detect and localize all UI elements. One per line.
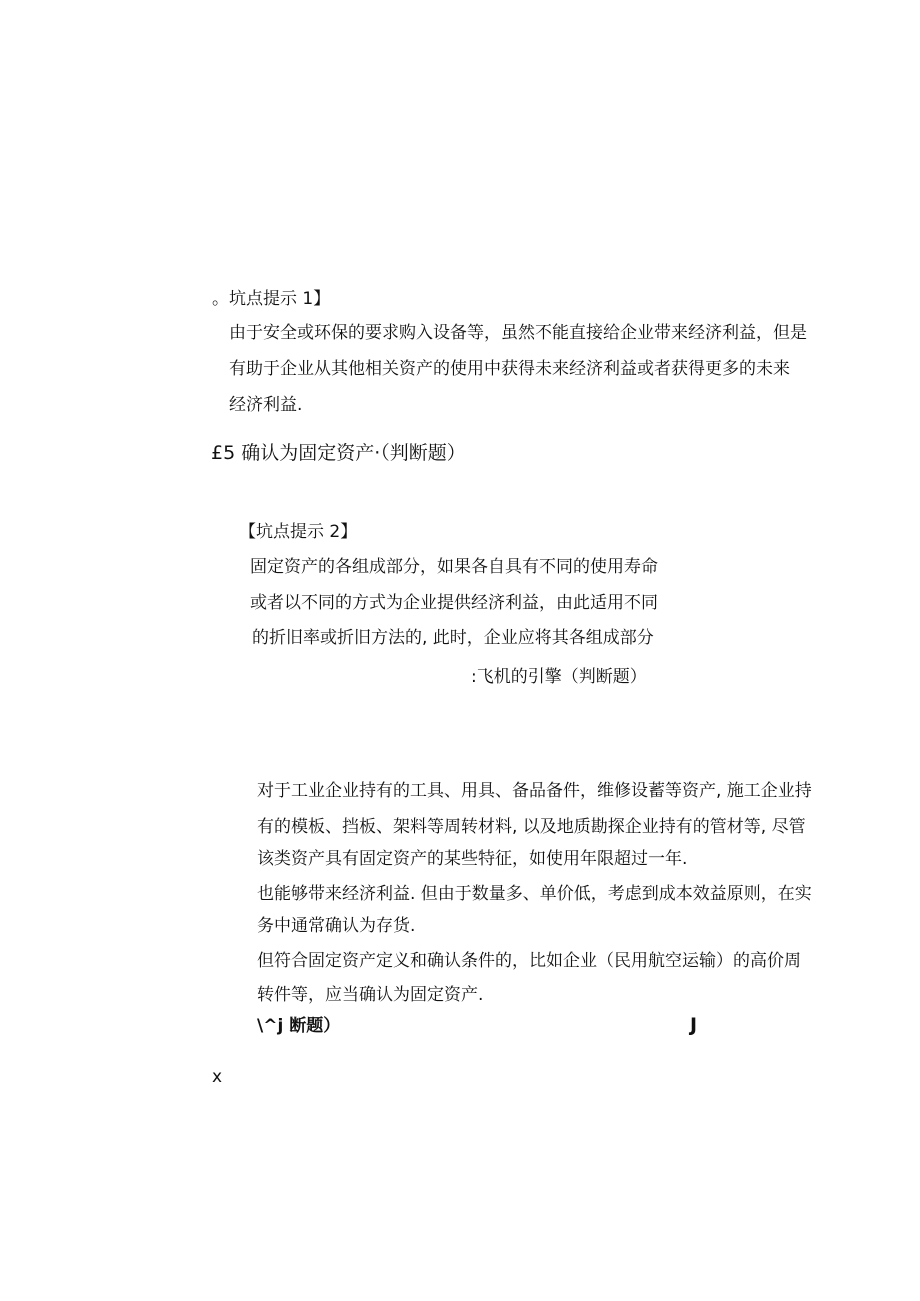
para-line-7: 转件等，应当确认为固定资产. <box>257 985 484 1005</box>
question-5: £5 确认为固定资产·（判断题） <box>211 442 466 464</box>
tip2-tail: :飞机的引擎（判断题） <box>471 667 647 687</box>
tip2-line-3: 的折旧率或折旧方法的, 此时，企业应将其各组成部分 <box>252 628 654 648</box>
para-footer-left: \^j 断题） <box>257 1016 341 1036</box>
tip2-heading: 【坑点提示 2】 <box>239 522 358 542</box>
para-line-5: 务中通常确认为存货. <box>257 916 416 936</box>
tip1-heading: 。坑点提示 1】 <box>212 289 331 309</box>
para-footer-right: J <box>690 1014 698 1036</box>
tip1-line-2: 有助于企业从其他相关资产的使用中获得未来经济利益或者获得更多的未来 <box>229 359 790 379</box>
para-line-1: 对于工业企业持有的工具、用具、备品备件，维修设蓄等资产, 施工企业持 <box>257 781 812 801</box>
tip2-line-2: 或者以不同的方式为企业提供经济利益，由此适用不同 <box>250 593 658 613</box>
para-line-2: 有的模板、挡板、架料等周转材料, 以及地质勘探企业持有的管材等, 尽管 <box>257 817 806 837</box>
tip1-line-3: 经济利益. <box>229 395 303 415</box>
para-line-6: 但符合固定资产定义和确认条件的，比如企业（民用航空运输）的高价周 <box>257 951 801 971</box>
para-line-3: 该类资产具有固定资产的某些特征，如使用年限超过一年. <box>257 849 688 869</box>
stray-mark: x <box>212 1067 223 1087</box>
para-line-4: 也能够带来经济利益. 但由于数量多、单价低，考虑到成本效益原则，在实 <box>257 884 812 904</box>
tip1-line-1: 由于安全或环保的要求购入设备等，虽然不能直接给企业带来经济利益，但是 <box>229 323 807 343</box>
tip2-line-1: 固定资产的各组成部分，如果各自具有不同的使用寿命 <box>250 557 658 577</box>
